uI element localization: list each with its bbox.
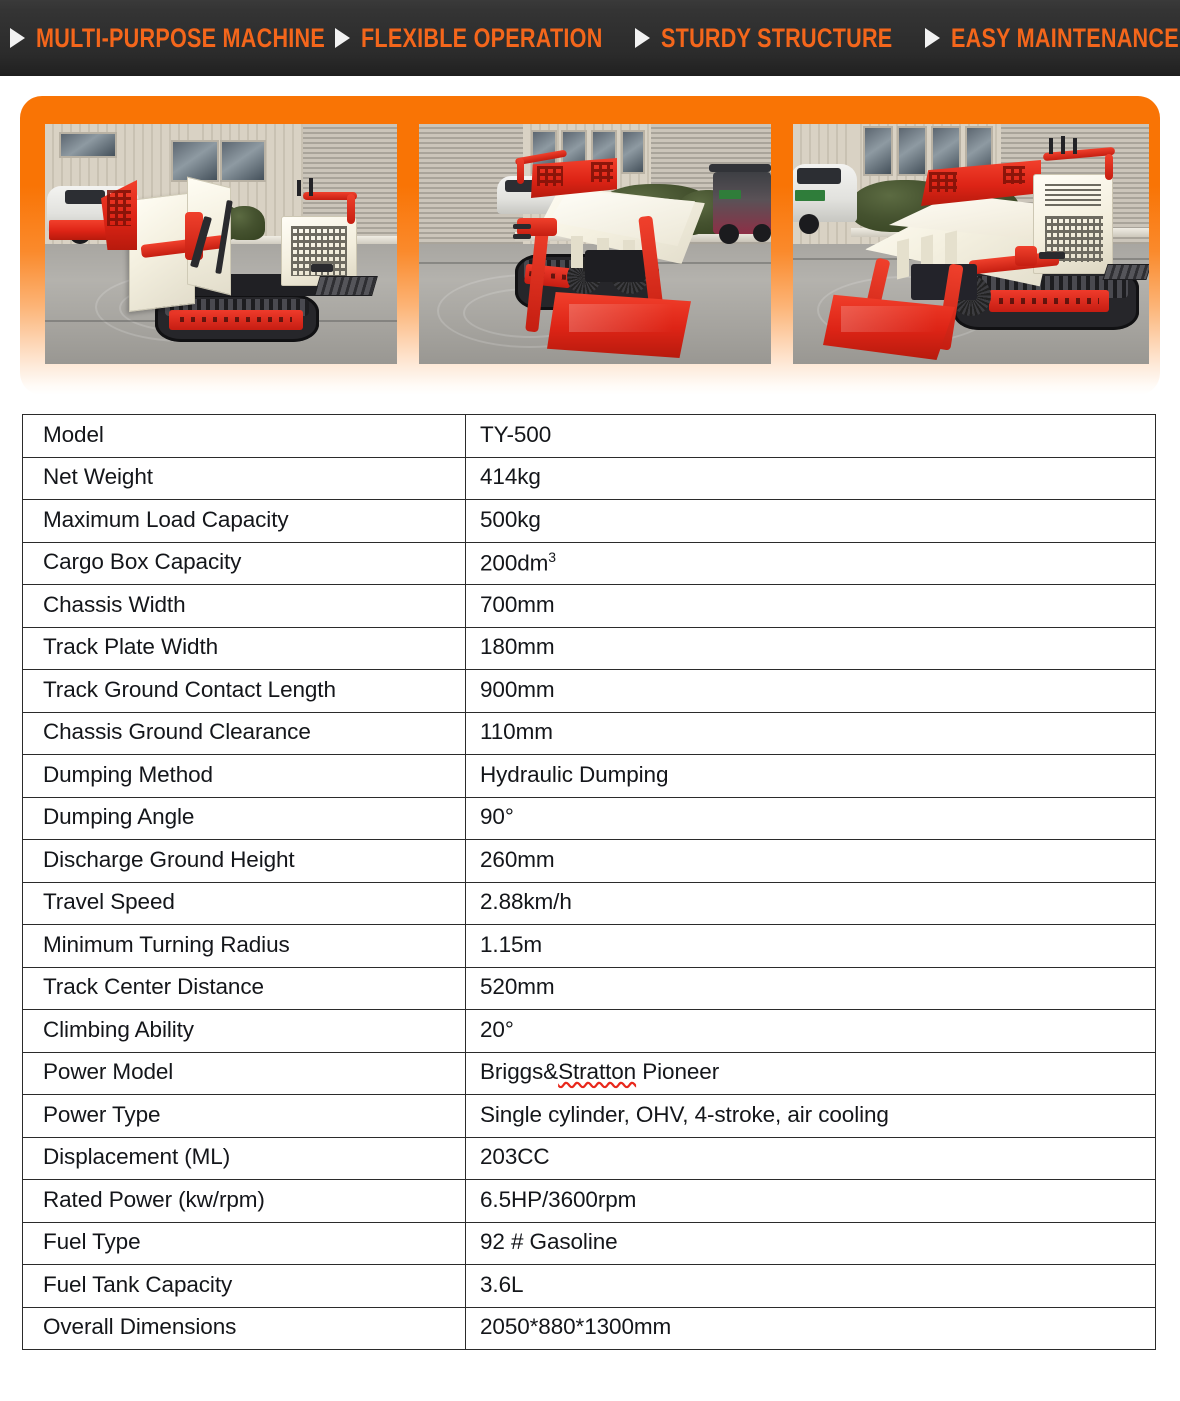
- spec-row: [23, 797, 1156, 840]
- perforation-dots: [107, 190, 131, 226]
- feature-header-bar: [0, 0, 1180, 76]
- spec-label: Track Plate Width: [23, 627, 466, 670]
- spec-row: [23, 840, 1156, 883]
- spec-value: 3.6L: [466, 1265, 1156, 1308]
- spec-value: 6.5HP/3600rpm: [466, 1180, 1156, 1223]
- control-lever: [1073, 138, 1077, 154]
- spec-row: [23, 1010, 1156, 1053]
- perforation-dots: [929, 172, 957, 192]
- spec-label: Dumping Method: [23, 755, 466, 798]
- spec-label: Fuel Type: [23, 1222, 466, 1265]
- spec-row: [23, 755, 1156, 798]
- spec-label: Cargo Box Capacity: [23, 542, 466, 585]
- feature-nav-label: FLEXIBLE OPERATION: [361, 22, 603, 53]
- hydraulic-hose: [513, 224, 531, 229]
- spec-row: [23, 967, 1156, 1010]
- perforation-dots: [591, 162, 613, 182]
- control-lever: [309, 178, 313, 196]
- spec-label: Climbing Ability: [23, 1010, 466, 1053]
- spec-value: [466, 542, 1156, 585]
- car-license-plate: [795, 190, 825, 201]
- spec-value: Single cylinder, OHV, 4-stroke, air cooling: [466, 1095, 1156, 1138]
- product-photo-row: [45, 124, 1149, 364]
- building-window: [171, 140, 219, 182]
- handle-post: [517, 158, 524, 184]
- spec-value-superscript: 3: [548, 548, 556, 565]
- spec-label: Displacement (ML): [23, 1137, 466, 1180]
- spec-row: [23, 542, 1156, 585]
- spec-value: 92 # Gasoline: [466, 1222, 1156, 1265]
- spellcheck-underlined-word: Stratton: [558, 1059, 637, 1084]
- feature-nav-item-2[interactable]: [335, 0, 663, 76]
- feature-nav-label: EASY MAINTENANCE: [951, 22, 1179, 53]
- feature-nav-label: STURDY STRUCTURE: [661, 22, 893, 53]
- spec-value: 110mm: [466, 712, 1156, 755]
- spec-row: [23, 1307, 1156, 1350]
- spec-value: TY-500: [466, 415, 1156, 458]
- spec-value: 520mm: [466, 967, 1156, 1010]
- spec-value: 203CC: [466, 1137, 1156, 1180]
- perforation-dots: [537, 166, 563, 186]
- spec-label: Track Ground Contact Length: [23, 670, 466, 713]
- product-photo-3[interactable]: [793, 124, 1149, 364]
- spec-label: Rated Power (kw/rpm): [23, 1180, 466, 1223]
- handlebar-post: [1105, 154, 1113, 180]
- spec-label: Chassis Width: [23, 585, 466, 628]
- spec-label: Net Weight: [23, 457, 466, 500]
- spec-label: Power Type: [23, 1095, 466, 1138]
- control-lever: [1049, 138, 1053, 154]
- spec-value: Hydraulic Dumping: [466, 755, 1156, 798]
- product-photo-1[interactable]: [45, 124, 397, 364]
- lift-bracket-red: [1015, 246, 1037, 266]
- spec-row: [23, 500, 1156, 543]
- triangle-right-icon: [10, 28, 25, 48]
- spec-row: [23, 457, 1156, 500]
- spec-label: Maximum Load Capacity: [23, 500, 466, 543]
- spec-row: [23, 670, 1156, 713]
- golf-cart-tyre: [753, 224, 771, 242]
- spec-value: 414kg: [466, 457, 1156, 500]
- track-side-plate: [989, 290, 1109, 312]
- building-window: [897, 126, 927, 176]
- spec-label: Overall Dimensions: [23, 1307, 466, 1350]
- control-lever: [297, 180, 301, 196]
- golf-cart-tyre: [719, 224, 739, 244]
- feature-nav-item-4[interactable]: [925, 0, 1180, 76]
- perforation-dots: [1003, 166, 1025, 184]
- spec-value-text: 200dm: [480, 550, 549, 576]
- spec-row: [23, 712, 1156, 755]
- spec-row: [23, 882, 1156, 925]
- rear-foot-plate: [314, 276, 378, 296]
- car-window: [797, 168, 841, 184]
- spec-value-prefix: Briggs&: [480, 1059, 559, 1084]
- spec-row: [23, 1180, 1156, 1223]
- spec-row: [23, 1137, 1156, 1180]
- spec-value: 500kg: [466, 500, 1156, 543]
- spec-row: [23, 415, 1156, 458]
- triangle-right-icon: [335, 28, 350, 48]
- feature-nav-item-3[interactable]: [635, 0, 950, 76]
- spec-label: Model: [23, 415, 466, 458]
- spec-value: [466, 1052, 1156, 1095]
- spec-label: Minimum Turning Radius: [23, 925, 466, 968]
- car-tyre: [799, 214, 819, 234]
- car-window: [65, 190, 105, 204]
- spec-value: 900mm: [466, 670, 1156, 713]
- front-blade-highlight: [841, 306, 937, 332]
- product-photo-2[interactable]: [419, 124, 771, 364]
- building-window: [863, 126, 893, 176]
- rear-foot-plate: [1102, 264, 1149, 280]
- handlebar-post: [347, 194, 355, 224]
- spec-label: Dumping Angle: [23, 797, 466, 840]
- spec-value: 2050*880*1300mm: [466, 1307, 1156, 1350]
- rear-hitch: [311, 264, 333, 272]
- engine-vent-slots: [1045, 184, 1101, 206]
- spec-row: [23, 1265, 1156, 1308]
- hydraulic-hose: [513, 234, 531, 239]
- front-blade-highlight: [569, 304, 673, 332]
- spec-label: Power Model: [23, 1052, 466, 1095]
- spec-label: Discharge Ground Height: [23, 840, 466, 883]
- spec-row: [23, 1222, 1156, 1265]
- spec-row: [23, 1095, 1156, 1138]
- spec-value: 1.15m: [466, 925, 1156, 968]
- spec-value: 700mm: [466, 585, 1156, 628]
- triangle-right-icon: [925, 28, 940, 48]
- spec-value: 180mm: [466, 627, 1156, 670]
- hydraulic-cylinder: [1039, 252, 1065, 259]
- spec-value-suffix: Pioneer: [636, 1059, 720, 1084]
- control-lever: [1061, 136, 1065, 154]
- cargo-box-rib: [897, 239, 909, 280]
- track-side-plate: [169, 310, 303, 330]
- spec-label: Fuel Tank Capacity: [23, 1265, 466, 1308]
- building-window: [220, 140, 266, 182]
- product-gallery-panel: [20, 96, 1160, 395]
- spec-row: [23, 925, 1156, 968]
- feature-nav-label: MULTI-PURPOSE MACHINE: [36, 22, 326, 53]
- golf-cart-roof: [709, 164, 771, 172]
- building-window: [621, 130, 645, 174]
- spec-value: 20°: [466, 1010, 1156, 1053]
- spec-row: [23, 627, 1156, 670]
- spec-value: 2.88km/h: [466, 882, 1156, 925]
- spec-value: 90°: [466, 797, 1156, 840]
- engine-block: [585, 250, 645, 282]
- spec-row: [23, 585, 1156, 628]
- triangle-right-icon: [635, 28, 650, 48]
- spec-label: Chassis Ground Clearance: [23, 712, 466, 755]
- golf-cart-decal: [719, 190, 741, 199]
- spec-row: [23, 1052, 1156, 1095]
- specification-table: [22, 414, 1156, 1350]
- spec-label: Travel Speed: [23, 882, 466, 925]
- spec-label: Track Center Distance: [23, 967, 466, 1010]
- spec-value: 260mm: [466, 840, 1156, 883]
- cargo-box-rib: [571, 236, 583, 268]
- building-window: [59, 132, 117, 158]
